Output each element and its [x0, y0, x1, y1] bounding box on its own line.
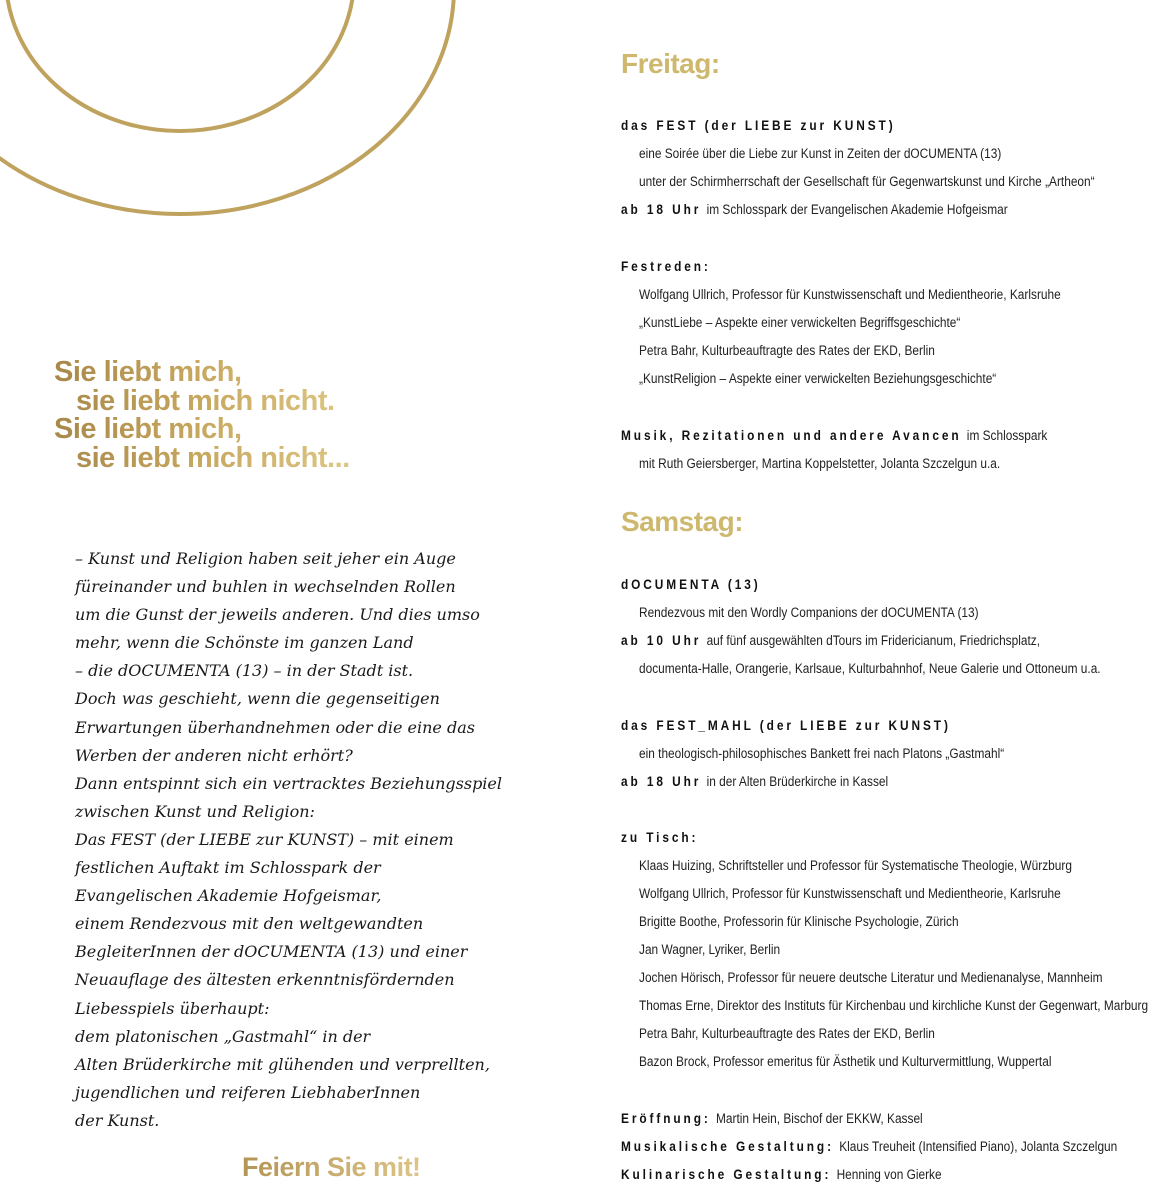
program-column	[621, 0, 1151, 1194]
intro-text	[75, 545, 502, 1135]
friday-time-label: ab 18 Uhr	[621, 202, 702, 217]
saturday-time-morning: ab 10 Uhr auf fünf ausgewählten dTours im Fridericianum, Friedrichsplatz,	[621, 633, 1041, 648]
headline-line: Sie liebt mich,	[54, 356, 242, 388]
festreden-item: „KunstLiebe – Aspekte einer verwickelten Begriffsgeschichte“	[639, 315, 961, 330]
intro-line: BegleiterInnen der dOCUMENTA (13) und einer	[75, 942, 468, 962]
intro-line: der Kunst.	[75, 1110, 160, 1130]
kulinarische-gestaltung-line: Kulinarische Gestaltung: Henning von Gierke	[621, 1167, 942, 1182]
tisch-guest: Jan Wagner, Lyriker, Berlin	[639, 942, 781, 957]
eroeffnung-label: Eröffnung:	[621, 1111, 711, 1126]
intro-line: Dann entspinnt sich ein vertracktes Beziehungsspiel	[75, 773, 503, 793]
saturday-time-label: ab 10 Uhr	[621, 633, 702, 648]
festmahl-line: ein theologisch-philosophisches Bankett frei nach Platons „Gastmahl“	[639, 746, 1005, 761]
zu-tisch-heading: zu Tisch:	[621, 830, 699, 845]
friday-fest-line: unter der Schirmherrschaft der Gesellschaft für Gegenwartskunst und Kirche „Artheon“	[639, 174, 1095, 189]
festreden-item: „KunstReligion – Aspekte einer verwickelten Beziehungsgeschichte“	[639, 371, 997, 386]
intro-line: Das FEST (der LIEBE zur KUNST) – mit einem	[75, 829, 454, 849]
closing-slogan: Feiern Sie mit!	[242, 1152, 421, 1182]
friday-fest-line: eine Soirée über die Liebe zur Kunst in Zeiten der dOCUMENTA (13)	[639, 146, 1002, 161]
intro-line: Evangelischen Akademie Hofgeismar,	[75, 886, 382, 906]
festreden-heading: Festreden:	[621, 259, 711, 274]
intro-line: zwischen Kunst und Religion:	[75, 801, 315, 821]
tisch-guest: Petra Bahr, Kulturbeauftragte des Rates der EKD, Berlin	[639, 1026, 935, 1041]
headline	[54, 358, 350, 472]
intro-line: Doch was geschieht, wenn die gegenseitigen	[75, 689, 440, 709]
musik-place: im Schlosspark	[966, 428, 1048, 443]
intro-line: Erwartungen überhandnehmen oder die eine das	[75, 717, 475, 737]
tisch-guest: Thomas Erne, Direktor des Instituts für Kirchenbau und kirchliche Kunst der Gegenwart, Marburg	[639, 998, 1149, 1013]
saturday-time-label: ab 18 Uhr	[621, 774, 702, 789]
headline-line: sie liebt mich nicht.	[76, 384, 335, 417]
intro-line: dem platonischen „Gastmahl“ in der	[75, 1026, 371, 1046]
intro-line: Liebesspiels überhaupt:	[75, 998, 270, 1018]
intro-line: Neuauflage des ältesten erkenntnisfördernden	[75, 970, 455, 990]
left-column	[0, 0, 560, 1194]
tisch-guest: Bazon Brock, Professor emeritus für Ästhetik und Kulturvermittlung, Wuppertal	[639, 1054, 1052, 1069]
tisch-guest: Wolfgang Ullrich, Professor für Kunstwissenschaft und Medientheorie, Karlsruhe	[639, 886, 1061, 901]
saturday-title: Samstag:	[621, 506, 744, 537]
documenta-heading: dOCUMENTA (13)	[621, 577, 761, 592]
eroeffnung-line: Eröffnung: Martin Hein, Bischof der EKKW, Kassel	[621, 1111, 923, 1126]
saturday-time-evening: ab 18 Uhr in der Alten Brüderkirche in Kassel	[621, 774, 889, 789]
musikalische-gestaltung-label: Musikalische Gestaltung:	[621, 1139, 834, 1154]
tisch-guest: Klaas Huizing, Schriftsteller und Professor für Systematische Theologie, Würzburg	[639, 858, 1072, 873]
tisch-guest: Brigitte Boothe, Professorin für Klinische Psychologie, Zürich	[639, 914, 959, 929]
intro-line: jugendlichen und reiferen LiebhaberInnen	[75, 1082, 421, 1102]
intro-line: mehr, wenn die Schönste im ganzen Land	[75, 633, 414, 653]
intro-line: Alten Brüderkirche mit glühenden und verprellten,	[75, 1054, 490, 1074]
festreden-item: Petra Bahr, Kulturbeauftragte des Rates der EKD, Berlin	[639, 343, 935, 358]
dtours-line: documenta-Halle, Orangerie, Karlsaue, Kulturbahnhof, Neue Galerie und Ottoneum u.a.	[639, 661, 1101, 676]
intro-line: festlichen Auftakt im Schlosspark der	[75, 858, 381, 878]
headline-line: sie liebt mich nicht...	[76, 441, 350, 474]
musik-line: mit Ruth Geiersberger, Martina Koppelstetter, Jolanta Szczelgun u.a.	[639, 456, 1001, 471]
headline-line: Sie liebt mich,	[54, 413, 242, 445]
festreden-item: Wolfgang Ullrich, Professor für Kunstwissenschaft und Medientheorie, Karlsruhe	[639, 287, 1061, 302]
festmahl-heading: das FEST_MAHL (der LIEBE zur KUNST)	[621, 718, 951, 733]
documenta-line: Rendezvous mit den Wordly Companions der dOCUMENTA (13)	[639, 605, 979, 620]
intro-line: Werben der anderen nicht erhört?	[75, 745, 353, 765]
friday-time	[621, 201, 1008, 219]
musik-heading: Musik, Rezitationen und andere Avancen im Schlosspark	[621, 428, 1048, 443]
intro-line: – Kunst und Religion haben seit jeher ein Auge	[75, 549, 456, 568]
friday-time-text: im Schlosspark der Evangelischen Akademie Hofgeismar	[706, 202, 1008, 217]
friday-fest-heading: das FEST (der LIEBE zur KUNST)	[621, 118, 896, 133]
tisch-guest: Jochen Hörisch, Professor für neuere deutsche Literatur und Medienanalyse, Mannheim	[639, 970, 1103, 985]
intro-line: einem Rendezvous mit den weltgewandten	[75, 914, 424, 934]
kulinarische-gestaltung-label: Kulinarische Gestaltung:	[621, 1167, 832, 1182]
intro-line: – die dOCUMENTA (13) – in der Stadt ist.	[75, 661, 414, 681]
friday-title: Freitag:	[621, 48, 720, 79]
intro-line: um die Gunst der jeweils anderen. Und dies umso	[75, 605, 480, 625]
musikalische-gestaltung-line: Musikalische Gestaltung: Klaus Treuheit (Intensified Piano), Jolanta Szczelgun	[621, 1139, 1118, 1154]
intro-line: füreinander und buhlen in wechselnden Rollen	[75, 577, 456, 597]
